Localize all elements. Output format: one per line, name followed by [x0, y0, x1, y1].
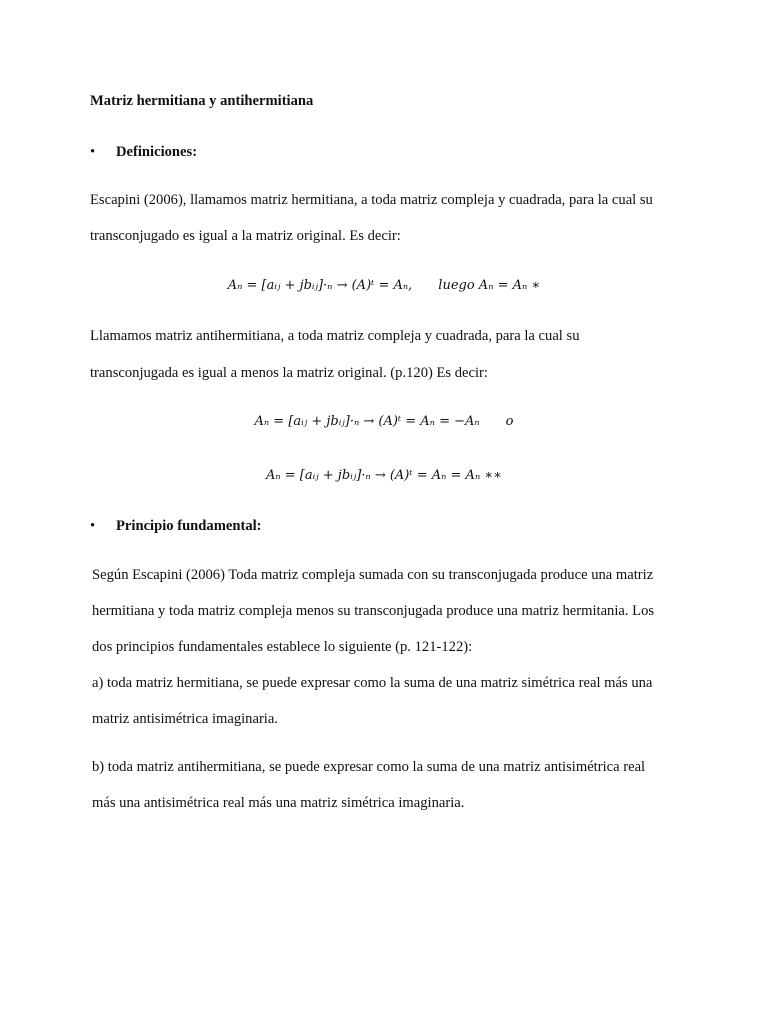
section-heading-label: Definiciones: — [116, 144, 198, 160]
formula-main: Aₙ = [aᵢⱼ + jbᵢⱼ]·ₙ → (A)ᵗ = Aₙ = −Aₙ — [254, 414, 480, 429]
formula-tail: o — [505, 414, 514, 429]
section-heading-principio — [90, 517, 262, 535]
list-item-b-continued: más una antisimétrica real más una matriz simétrica imaginaria. — [92, 795, 465, 811]
list-item-a: a) toda matriz hermitiana, se puede expresar como la suma de una matriz simétrica real más una — [92, 675, 653, 691]
formula-antihermitiana-alt — [0, 467, 768, 485]
formula-main: Aₙ = [aᵢⱼ + jbᵢⱼ]·ₙ → (A)ᵗ = Aₙ = Aₙ ∗∗ — [265, 468, 503, 483]
section-heading-label: Principio fundamental: — [116, 518, 262, 534]
formula-antihermitiana — [0, 413, 768, 431]
bullet-icon — [90, 517, 116, 535]
paragraph-line: transconjugada es igual a menos la matriz original. (p.120) Es decir: — [90, 365, 488, 381]
formula-hermitiana — [0, 277, 768, 295]
paragraph-line: Llamamos matriz antihermitiana, a toda matriz compleja y cuadrada, para la cual su — [90, 328, 580, 344]
formula-main: Aₙ = [aᵢⱼ + jbᵢⱼ]·ₙ → (A)ᵗ = Aₙ, — [227, 278, 413, 293]
list-item-a-continued: matriz antisimétrica imaginaria. — [92, 711, 278, 727]
paragraph-line: hermitiana y toda matriz compleja menos su transconjugada produce una matriz hermitania. Los — [92, 603, 655, 619]
bullet-icon — [90, 143, 116, 161]
section-heading-definiciones — [90, 143, 197, 161]
document-title: Matriz hermitiana y antihermitiana — [90, 93, 314, 109]
paragraph-line: Según Escapini (2006) Toda matriz compleja sumada con su transconjugada produce una matriz — [92, 567, 654, 583]
paragraph-line: dos principios fundamentales establece lo siguiente (p. 121-122): — [92, 639, 473, 655]
paragraph-line: Escapini (2006), llamamos matriz hermitiana, a toda matriz compleja y cuadrada, para la cual su — [90, 192, 653, 208]
paragraph-line: transconjugado es igual a la matriz original. Es decir: — [90, 228, 401, 244]
list-item-b: b) toda matriz antihermitiana, se puede expresar como la suma de una matriz antisimétrica real — [92, 759, 646, 775]
formula-tail: luego Aₙ = Aₙ ∗ — [438, 278, 541, 293]
